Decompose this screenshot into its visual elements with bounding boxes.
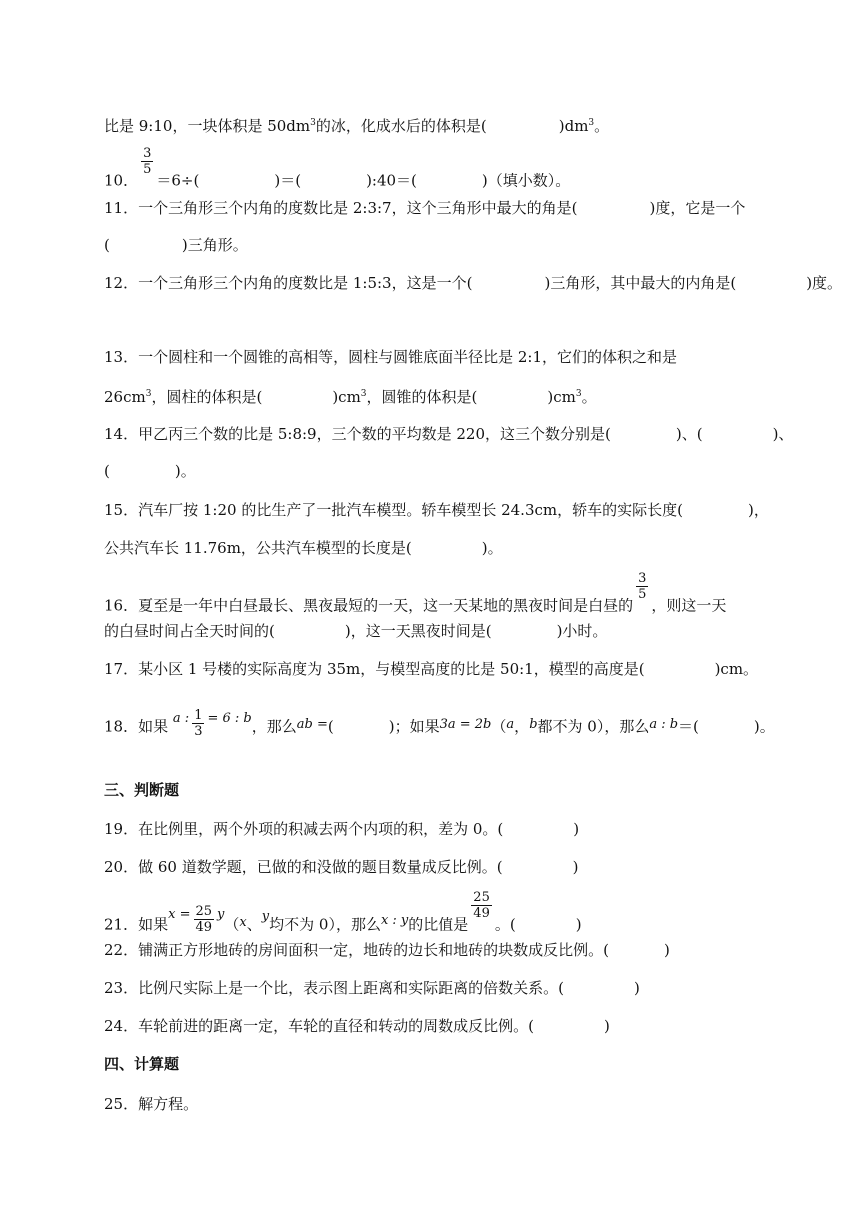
math-expression: x : y: [380, 912, 409, 928]
math-expression: a :: [172, 710, 190, 726]
math-expression: x =: [168, 906, 191, 922]
fraction: $\frac{3}{5}$: [638, 571, 647, 602]
question-20: 20．做 60 道数学题，已做的和没做的题目数量成反比例。( ): [104, 858, 579, 876]
question-15-line-2: 公共汽车长 11.76m，公共汽车模型的长度是( )。: [104, 539, 503, 557]
question-14: 14．甲乙丙三个数的比是 5:8:9，三个数的平均数是 220，这三个数分别是( )、( )、: [104, 425, 794, 443]
question-11: 11．一个三角形三个内角的度数比是 2:3:7，这个三角形中最大的角是( )度，它是一个: [104, 199, 746, 217]
math-expression: 3a = 2b: [439, 716, 492, 732]
question-18: 18．如果 a : $\frac{1}{3}$ = 6 : b，那么ab =( )；如果3a = 2b（a，b都不为 0），那么a : b＝( )。: [104, 708, 775, 739]
question-13: 13．一个圆柱和一个圆锥的高相等，圆柱与圆锥底面半径比是 2:1，它们的体积之和是: [104, 348, 678, 366]
question-15: 15．汽车厂按 1:20 的比生产了一批汽车模型。轿车模型长 24.3cm，轿车的实际长度( )，: [104, 501, 769, 519]
fraction: $\frac{3}{5}$: [143, 146, 152, 177]
fraction: $\frac{25}{49}$: [473, 890, 490, 921]
math-expression: ab =: [296, 716, 328, 732]
section-heading: 四、计算题: [104, 1055, 180, 1073]
question-11-line-2: ( )三角形。: [104, 236, 248, 254]
math-expression: a : b: [649, 716, 679, 732]
fraction: $\frac{25}{49}$: [195, 904, 213, 935]
question-17: 17．某小区 1 号楼的实际高度为 35m，与模型高度的比是 50:1，模型的高度是( )cm。: [104, 660, 759, 678]
question-13-line-2: $26cm^3$，圆柱的体积是( )$cm^3$，圆锥的体积是( )$cm^3$。: [104, 388, 597, 406]
question-12: 12．一个三角形三个内角的度数比是 1:5:3，这是一个( )三角形，其中最大的内角是( )度。: [104, 274, 843, 292]
question-25: 25．解方程。: [104, 1095, 199, 1113]
question-16: 16．夏至是一年中白昼最长、黑夜最短的一天，这一天某地的黑夜时间是白昼的 $\frac{3}{5}$ ，则这一天: [104, 571, 727, 615]
question-14-line-2: ( )。: [104, 462, 196, 480]
question-16-line-2: 的白昼时间占全天时间的( )，这一天黑夜时间是( )小时。: [104, 622, 608, 640]
question-9-continuation: 比是 9:10，一块体积是 $50dm^3$的冰，化成水后的体积是( )$dm^3$。: [104, 117, 610, 135]
question-10: 10． $\frac{3}{5}$ ＝6÷( )＝( ):40＝( )（填小数）。: [104, 146, 571, 190]
question-24: 24．车轮前进的距离一定，车轮的直径和转动的周数成反比例。( ): [104, 1017, 610, 1035]
section-heading: 三、判断题: [104, 781, 180, 799]
question-22: 22．铺满正方形地砖的房间面积一定，地砖的边长和地砖的块数成反比例。( ): [104, 941, 670, 959]
question-19: 19．在比例里，两个外项的积减去两个内项的积，差为 0。( ): [104, 820, 580, 838]
question-23: 23．比例尺实际上是一个比，表示图上距离和实际距离的倍数关系。( ): [104, 979, 640, 997]
question-21: 21．如果x = $\frac{25}{49}$ y（x、y均不为 0），那么x : y的比值是 $\frac{25}{49}$ 。( ): [104, 890, 582, 935]
fraction: $\frac{1}{3}$: [194, 708, 203, 739]
